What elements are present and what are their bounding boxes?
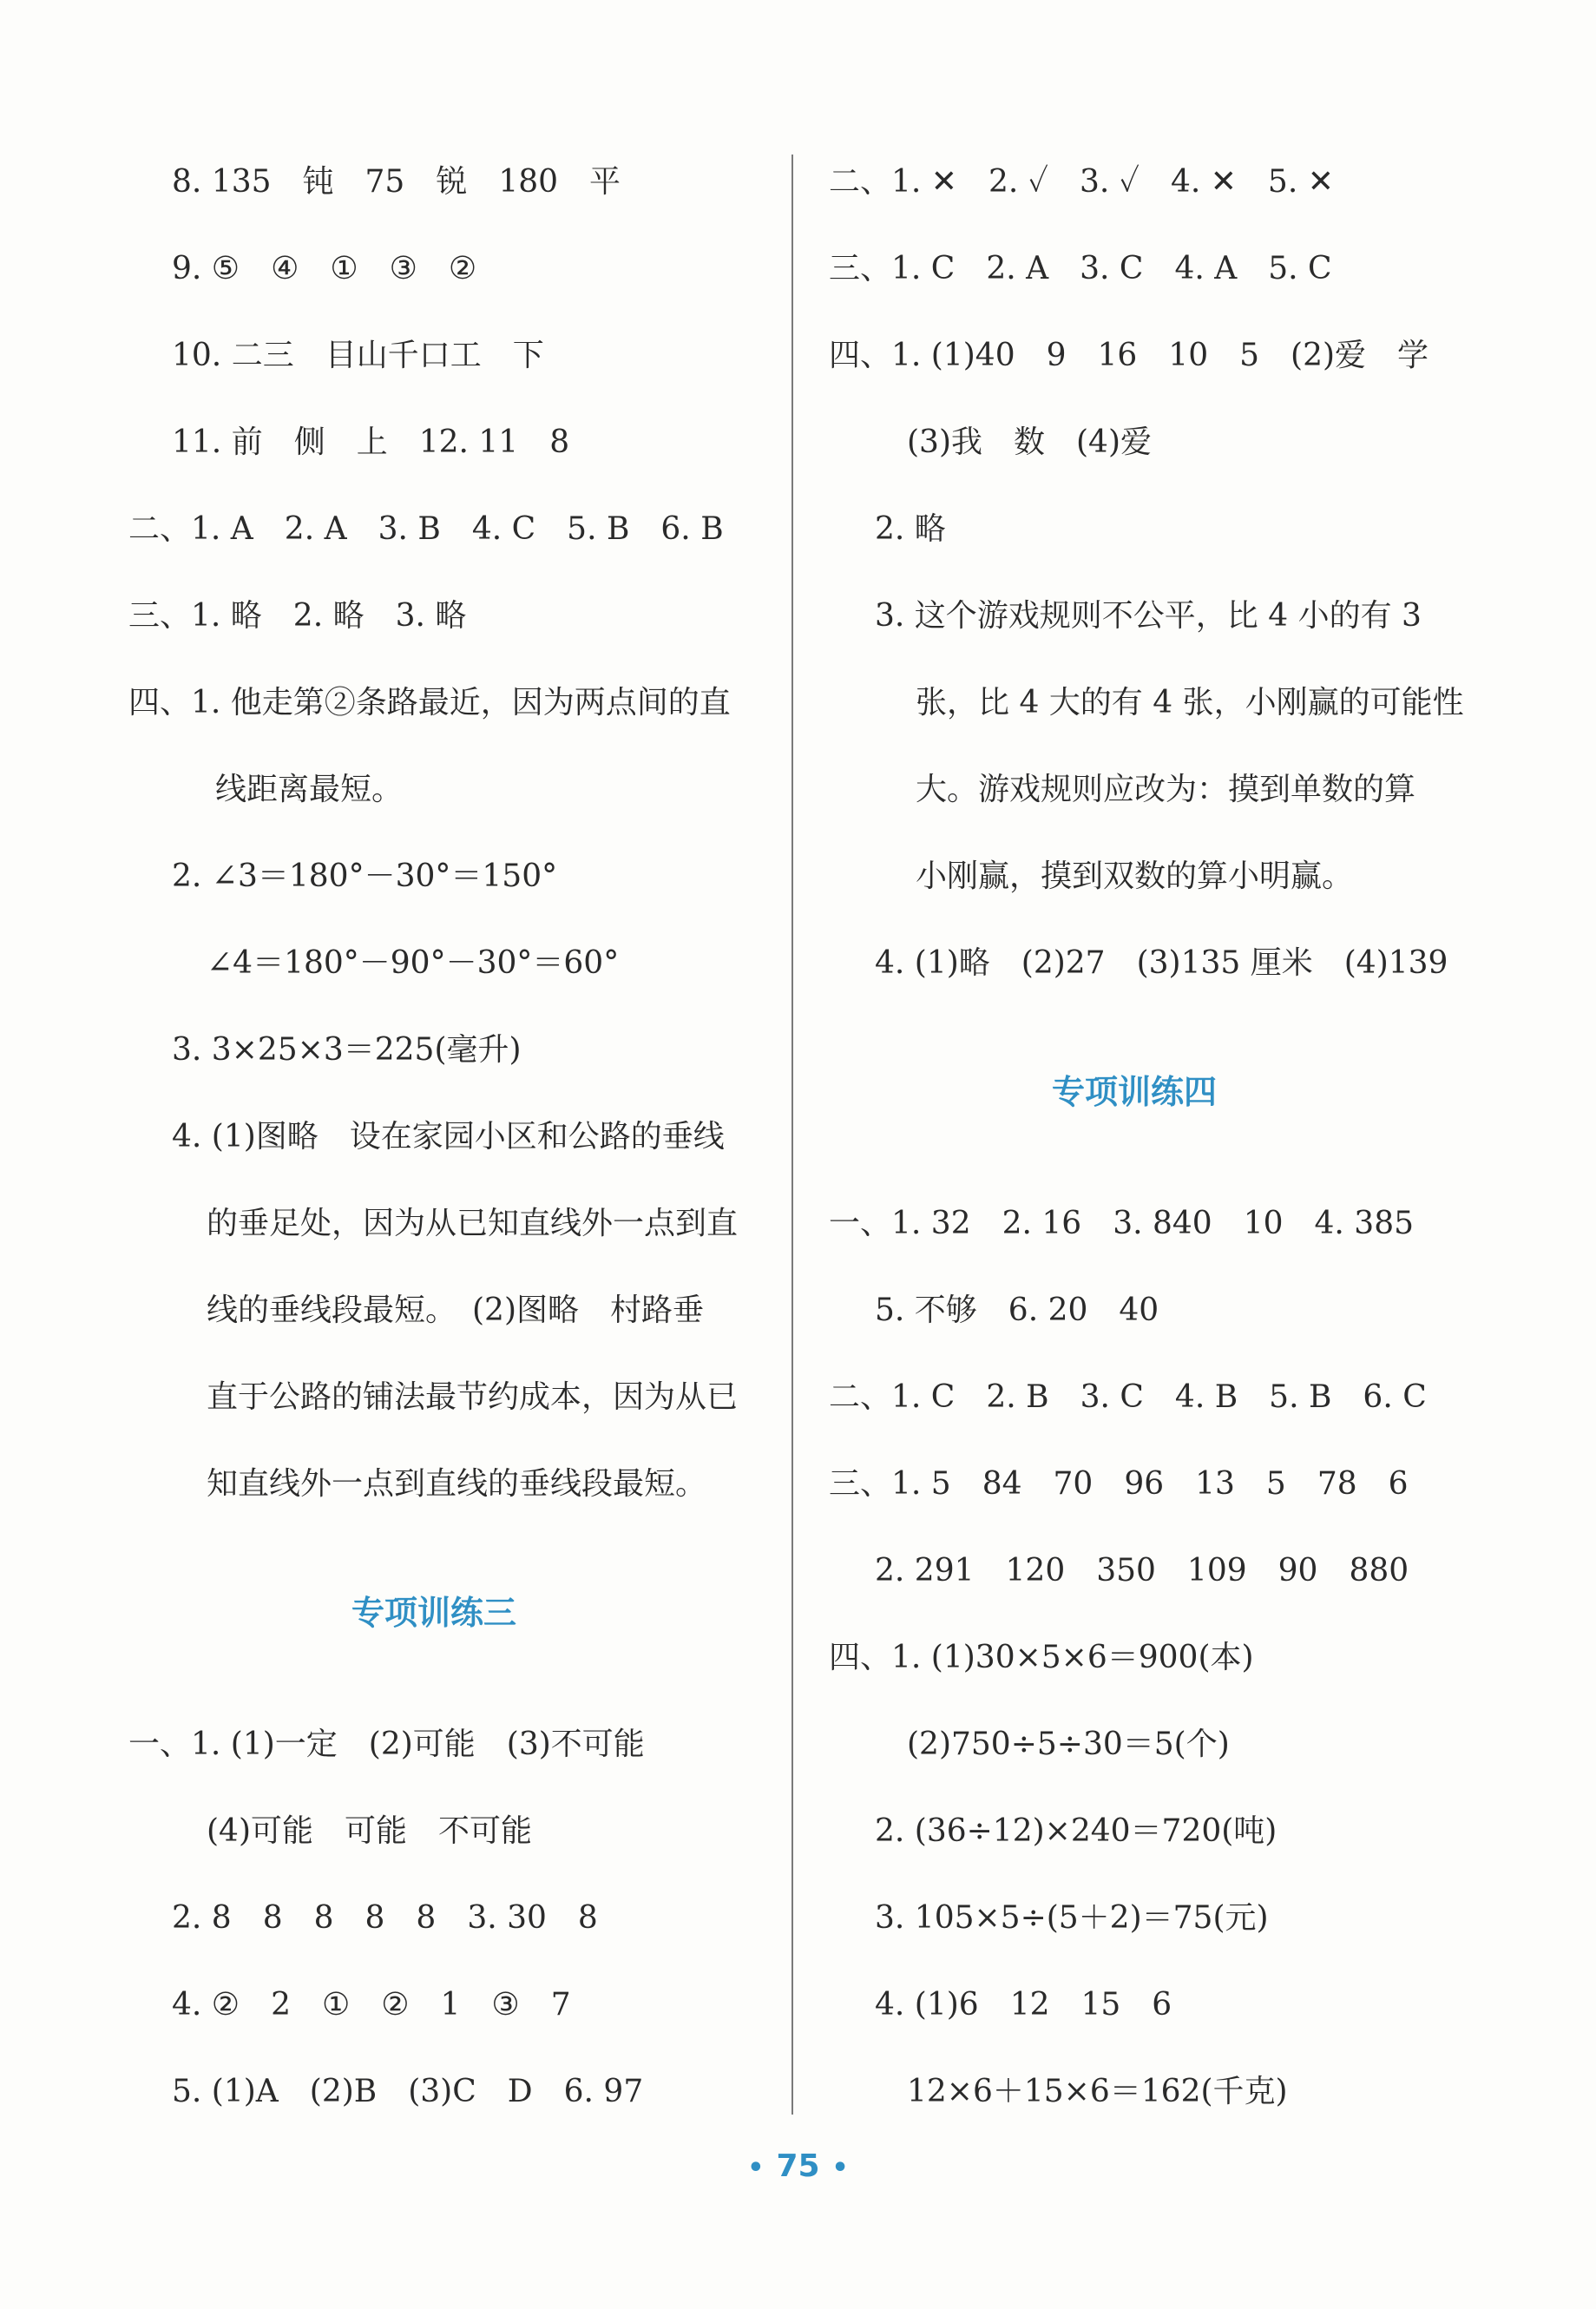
- answer-line: (3)我 数 (4)爱: [907, 424, 1152, 460]
- answer-line: (4)可能 可能 不可能: [207, 1813, 532, 1849]
- answer-line: 9. ⑤ ④ ① ③ ②: [172, 251, 477, 286]
- answer-line: 四、1. 他走第②条路最近，因为两点间的直: [128, 685, 731, 720]
- page-number: [0, 2148, 1596, 2184]
- answer-line: 2. 291 120 350 109 90 880: [875, 1553, 1409, 1589]
- dot-icon: •: [747, 2153, 765, 2183]
- answer-line: 一、1. 32 2. 16 3. 840 10 4. 385: [829, 1206, 1415, 1241]
- answer-line: 四、1. (1)40 9 16 10 5 (2)爱 学: [829, 338, 1429, 373]
- answer-line: 10. 二三 目山千口工 下: [172, 338, 544, 373]
- answer-line: 11. 前 侧 上 12. 11 8: [172, 424, 570, 460]
- answer-line: 张，比 4 大的有 4 张，小刚赢的可能性: [916, 685, 1464, 720]
- answer-line: 一、1. (1)一定 (2)可能 (3)不可能: [128, 1727, 645, 1762]
- answer-line: (2)750÷5÷30＝5(个): [907, 1727, 1230, 1762]
- answer-line: 二、1. C 2. B 3. C 4. B 5. B 6. C: [829, 1379, 1427, 1415]
- answer-line: 3. 105×5÷(5＋2)＝75(元): [875, 1900, 1269, 1936]
- answer-line: 4. (1)6 12 15 6: [875, 1987, 1172, 2023]
- answer-line: 4. ② 2 ① ② 1 ③ 7: [172, 1987, 571, 2023]
- answer-line: 3. 这个游戏规则不公平，比 4 小的有 3: [875, 598, 1422, 634]
- answer-line: 二、1. ✕ 2. ✓ 3. ✓ 4. ✕ 5. ✕: [829, 164, 1334, 200]
- column-divider: [791, 155, 793, 2115]
- answer-line: 4. (1)略 (2)27 (3)135 厘米 (4)139: [875, 945, 1448, 981]
- answer-line: 三、1. C 2. A 3. C 4. A 5. C: [829, 251, 1332, 286]
- answer-line: 小刚赢，摸到双数的算小明赢。: [916, 858, 1354, 894]
- answer-line: 三、1. 5 84 70 96 13 5 78 6: [829, 1466, 1409, 1502]
- answer-line: 8. 135 钝 75 锐 180 平: [172, 164, 621, 200]
- answer-line: 12×6＋15×6＝162(千克): [907, 2074, 1288, 2109]
- answer-line: 5. 不够 6. 20 40: [875, 1293, 1159, 1328]
- answer-line: 四、1. (1)30×5×6＝900(本): [829, 1640, 1254, 1675]
- answer-line: 5. (1)A (2)B (3)C D 6. 97: [172, 2074, 644, 2109]
- answer-line: 2. 8 8 8 8 8 3. 30 8: [172, 1900, 598, 1936]
- answer-line: 3. 3×25×3＝225(毫升): [172, 1032, 522, 1068]
- answer-line: 4. (1)图略 设在家园小区和公路的垂线: [172, 1119, 725, 1154]
- answer-line: ∠4＝180°－90°－30°＝60°: [207, 945, 620, 981]
- answer-line: 三、1. 略 2. 略 3. 略: [128, 598, 467, 634]
- answer-line: 直于公路的铺法最节约成本，因为从已: [207, 1379, 739, 1415]
- dot-icon: •: [831, 2153, 849, 2183]
- answer-line: 知直线外一点到直线的垂线段最短。: [207, 1466, 707, 1502]
- section-heading: 专项训练三: [351, 1594, 517, 1632]
- answer-line: 2. ∠3＝180°－30°＝150°: [172, 858, 558, 894]
- page-number-value: 75: [776, 2148, 820, 2184]
- answer-line: 2. 略: [875, 511, 946, 547]
- answer-line: 的垂足处，因为从已知直线外一点到直: [207, 1206, 739, 1241]
- answer-line: 2. (36÷12)×240＝720(吨): [875, 1813, 1277, 1849]
- answer-line: 二、1. A 2. A 3. B 4. C 5. B 6. B: [128, 511, 724, 547]
- answer-line: 线距离最短。: [215, 772, 404, 807]
- answer-line: 线的垂线段最短。 (2)图略 村路垂: [207, 1293, 704, 1328]
- answer-line: 大。游戏规则应改为：摸到单数的算: [916, 772, 1416, 807]
- section-heading: 专项训练四: [1052, 1073, 1218, 1111]
